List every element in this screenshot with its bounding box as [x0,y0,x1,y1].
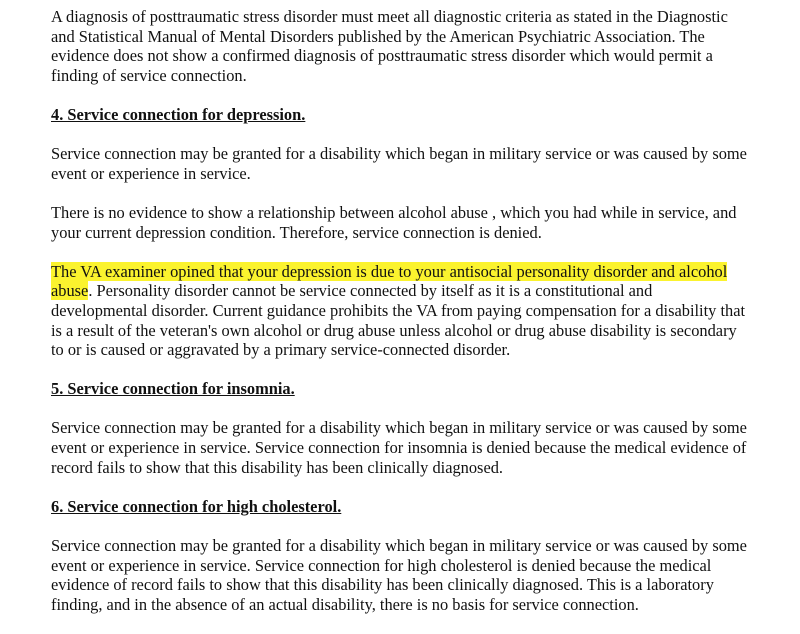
section-5-heading: 5. Service connection for insomnia. [51,379,295,399]
section-4-paragraph-3 [51,262,751,360]
section-4-paragraph-2: There is no evidence to show a relationship between alcohol abuse , which you had while in service, and your current depression condition. Therefore, service connection is denied. [51,202,737,242]
document-page [51,7,751,634]
highlighted-text: The VA examiner opined that your depression is due to your antisocial personality disorder and alcohol abuse [51,261,728,301]
section-4-heading: 4. Service connection for depression. [51,104,306,124]
section-6-paragraph-1: Service connection may be granted for a disability which began in military service or was caused by some event or experience in service. Service connection for high cholesterol is denied because the medical evidence of record fails to show that this disability has been clinically diagnosed. This is a laboratory finding, and in the absence of an actual disability, there is no basis for service connection. [51,536,747,614]
section-6-heading: 6. Service connection for high cholesterol. [51,496,342,516]
section-5-paragraph-1: Service connection may be granted for a disability which began in military service or was caused by some event or experience in service. Service connection for insomnia is denied because the medical evidence of record fails to show that this disability has been clinically diagnosed. [51,418,747,477]
intro-paragraph: A diagnosis of posttraumatic stress disorder must meet all diagnostic criteria as stated in the Diagnostic and Statistical Manual of Mental Disorders published by the American Psychiatric Association. The evidence does not show a confirmed diagnosis of posttraumatic stress disorder which would permit a finding of service connection. [51,7,728,85]
section-4-paragraph-1: Service connection may be granted for a disability which began in military service or was caused by some event or experience in service. [51,144,747,183]
section-4-paragraph-3-rest: . Personality disorder cannot be service connected by itself as it is a constitutional and developmental disorder. Current guidance prohibits the VA from paying compensation for a disability that is a result of the veteran's own alcohol or drug abuse unless alcohol or drug abuse disability is secondary to or is caused or aggravated by a primary service-connected disorder. [51,281,746,360]
